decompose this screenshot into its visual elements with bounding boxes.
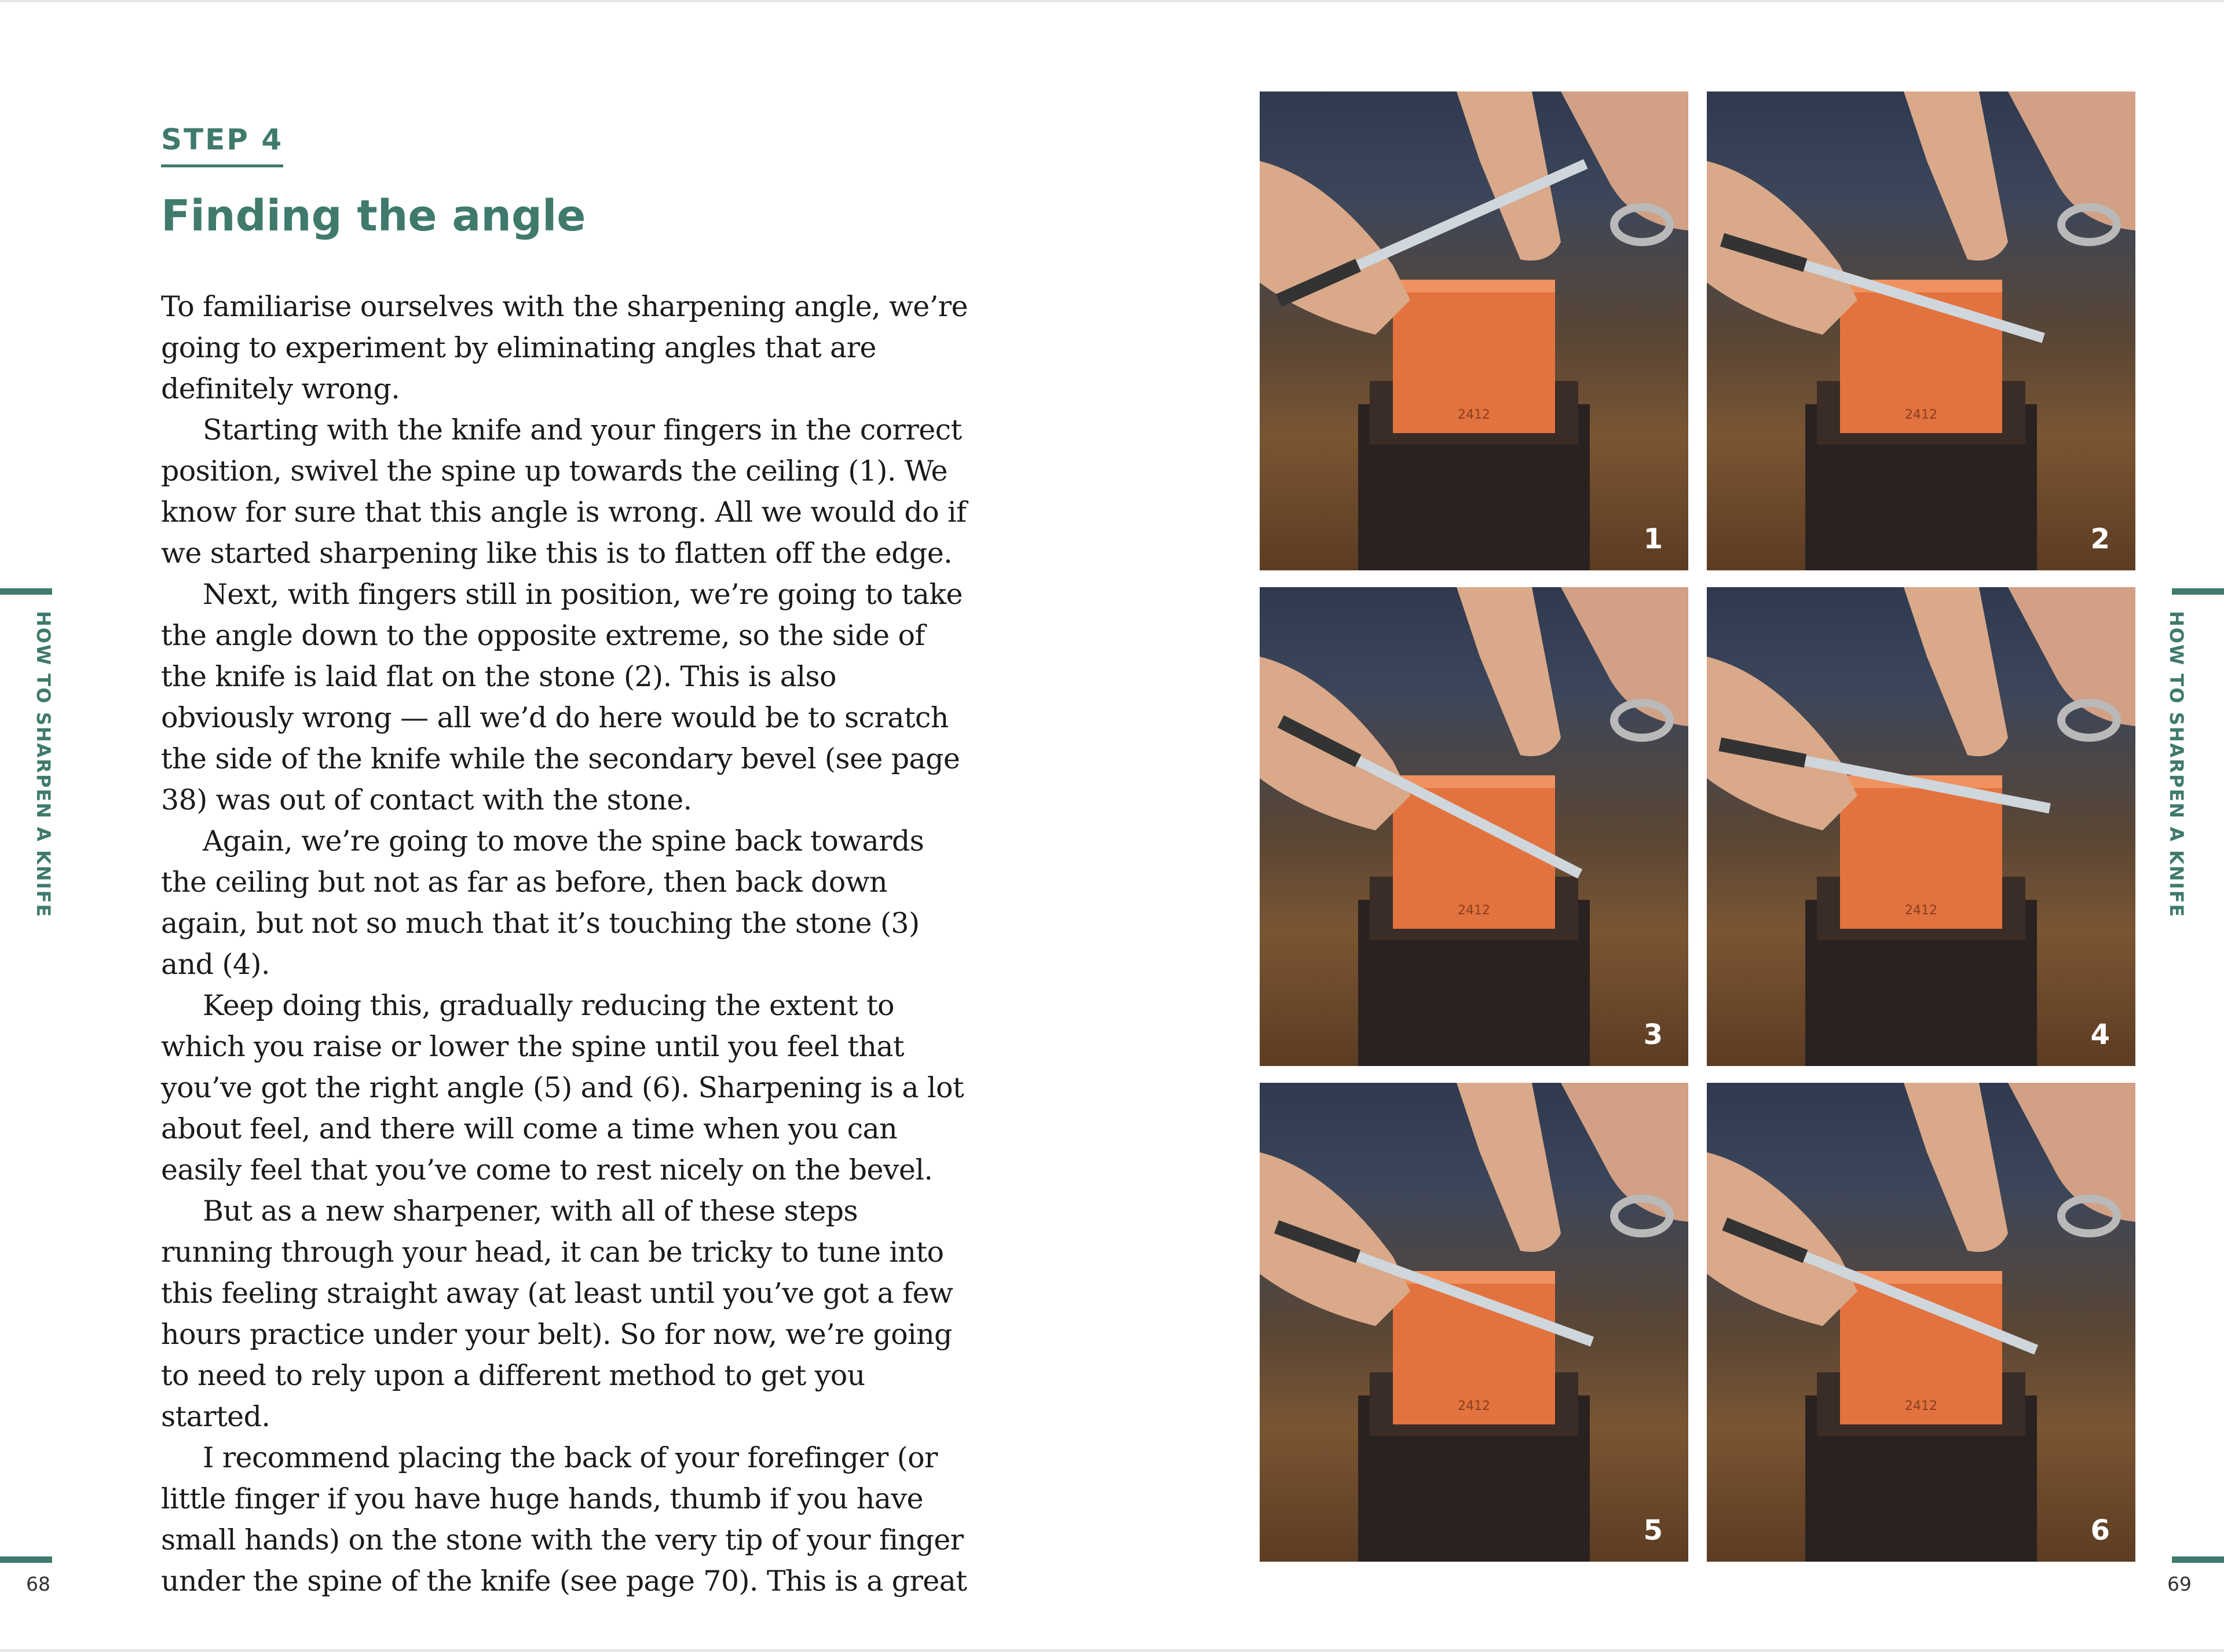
- left-side-marker: [0, 588, 52, 595]
- svg-text:2412: 2412: [1905, 1399, 1937, 1413]
- bottom-edge: [0, 1649, 2224, 1652]
- svg-text:2412: 2412: [1458, 1399, 1490, 1413]
- body-text: [161, 286, 972, 1602]
- paragraph: Again, we’re going to move the spine back towards the ceiling but not as far as before, then back down again, but not so much that it’s touching the stone (3) and (4).: [161, 825, 924, 981]
- svg-text:2412: 2412: [1458, 903, 1490, 918]
- photo-number: 2: [2090, 523, 2110, 555]
- photo-illustration: [1260, 1083, 1688, 1562]
- paragraph: Next, with fingers still in position, we’re going to take the angle down to the opposite extreme, so the side of the knife is laid flat on the stone (2). This is also obviously wrong — all we’d do here would be to scratch the side of the knife while the secondary bevel (see page 38) was out of contact with the stone.: [161, 578, 963, 816]
- left-running-head: HOW TO SHARPEN A KNIFE: [32, 611, 54, 918]
- photo-illustration: [1707, 91, 2135, 570]
- paragraph: Starting with the knife and your fingers in the correct position, swivel the spine up towards the ceiling (1). We know for sure that this angle is wrong. All we would do if we started sharpening like this is to flatten off the edge.: [161, 413, 967, 570]
- photo-number: 6: [2090, 1514, 2110, 1547]
- paragraph: Keep doing this, gradually reducing the extent to which you raise or lower the spine until you feel that you’ve got the right angle (5) and (6). Sharpening is a lot about feel, and there will come a time when you can easily feel that you’ve come to rest nicely on the bevel.: [161, 989, 964, 1186]
- right-folio-marker: [2172, 1556, 2224, 1563]
- svg-text:2412: 2412: [1905, 903, 1937, 918]
- photo-step-1: [1260, 91, 1688, 570]
- left-folio-marker: [0, 1556, 52, 1563]
- photo-step-2: [1707, 91, 2135, 570]
- photo-step-6: [1707, 1083, 2135, 1562]
- paragraph: But as a new sharpener, with all of these steps running through your head, it can be tricky to tune into this feeling straight away (at least until you’ve got a few hours practice under your belt). So for now, we’re going to need to rely upon a different method to get you started.: [161, 1195, 953, 1433]
- step-label: STEP 4: [161, 123, 283, 167]
- right-side-marker: [2172, 588, 2224, 595]
- photo-illustration: [1707, 1083, 2135, 1562]
- top-edge: [0, 0, 2224, 2]
- svg-text:2412: 2412: [1458, 408, 1490, 422]
- photo-number: 4: [2090, 1019, 2110, 1051]
- page-number-right: 69: [2167, 1573, 2192, 1595]
- photo-step-4: [1707, 587, 2135, 1066]
- photo-number: 1: [1643, 523, 1663, 555]
- paragraph: To familiarise ourselves with the sharpening angle, we’re going to experiment by eliminating angles that are definitely wrong.: [161, 290, 968, 405]
- paragraph: I recommend placing the back of your forefinger (or little finger if you have huge hands, thumb if you have small hands) on the stone with the very tip of your finger under the spine of the knife (see page 70). This is a great: [161, 1441, 967, 1598]
- photo-step-5: [1260, 1083, 1688, 1562]
- photo-number: 5: [1643, 1514, 1663, 1547]
- photo-illustration: [1260, 91, 1688, 570]
- photo-step-3: [1260, 587, 1688, 1066]
- page-number-left: 68: [26, 1573, 50, 1595]
- svg-text:2412: 2412: [1905, 408, 1937, 422]
- photo-illustration: [1707, 587, 2135, 1066]
- right-running-head: HOW TO SHARPEN A KNIFE: [2166, 611, 2188, 918]
- section-title: Finding the angle: [161, 191, 586, 241]
- photo-number: 3: [1643, 1019, 1663, 1051]
- photo-illustration: [1260, 587, 1688, 1066]
